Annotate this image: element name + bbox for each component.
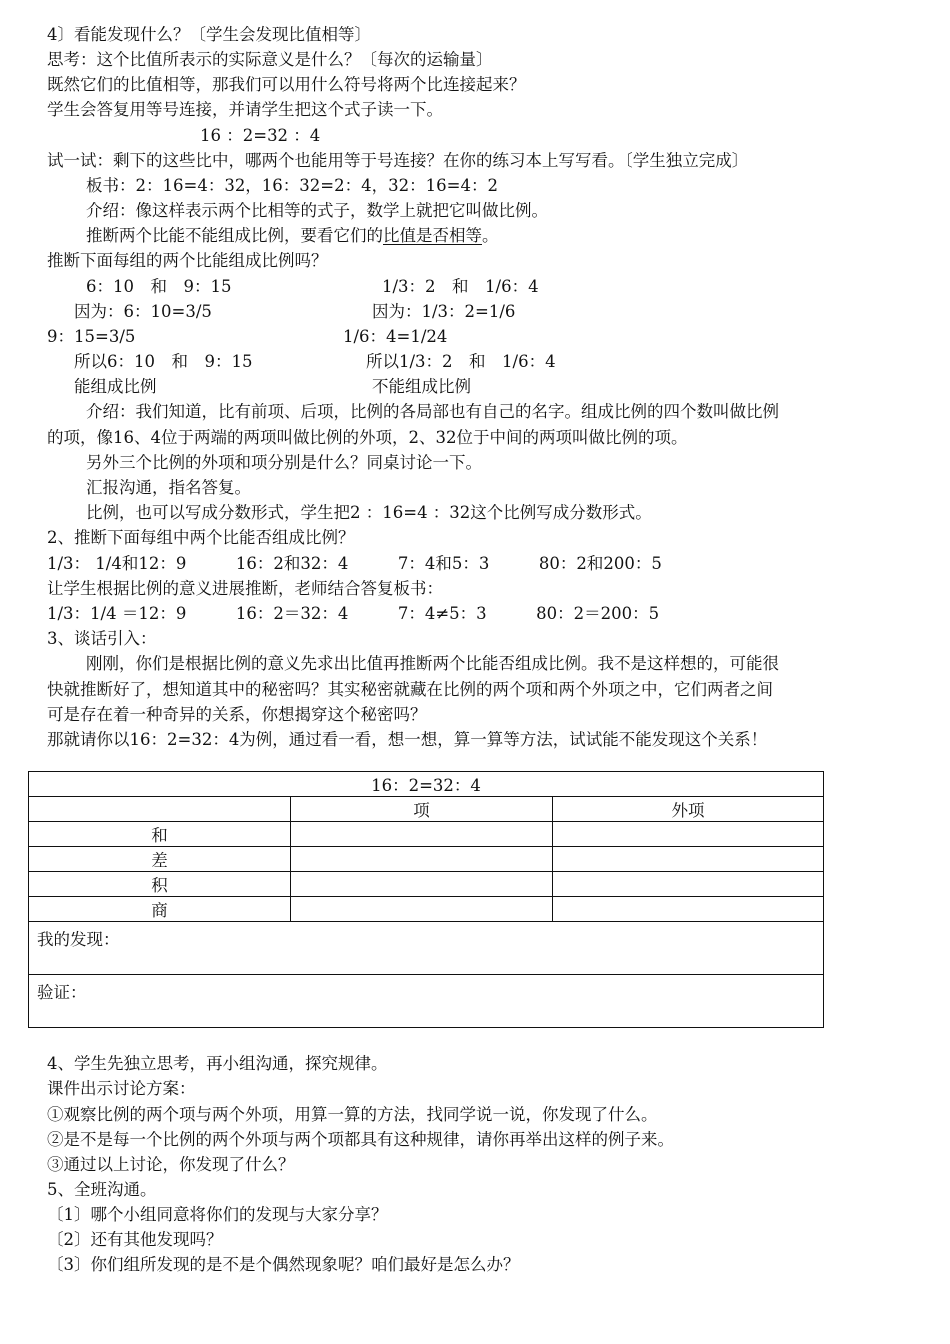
line-14-right: 所以1/3：2 和 1/6：4: [366, 352, 556, 371]
line-18: 另外三个比例的外项和项分别是什么？同桌讨论一下。: [86, 453, 482, 472]
after-line-1: 4、学生先独立思考，再小组沟通，探究规律。: [47, 1054, 388, 1073]
line-4: 学生会答复用等号连接，并请学生把这个式子读一下。: [47, 100, 443, 119]
line-25: 3、谈话引入：: [47, 629, 157, 648]
line-19: 汇报沟通，指名答复。: [86, 478, 251, 497]
finding-row: [29, 922, 824, 975]
line-13-left: 9：15=3/5: [47, 327, 136, 346]
cell-diff-outer[interactable]: [553, 847, 824, 872]
table-row: [29, 872, 824, 897]
cell-sum-inner[interactable]: [291, 822, 553, 847]
line-1: 4〕看能发现什么？〔学生会发现比值相等〕: [47, 25, 371, 44]
table-row: [29, 822, 824, 847]
line-11-right: 1/3：2 和 1/6：4: [382, 277, 539, 296]
table-title: 16：2=32：4: [29, 772, 824, 797]
line-10: 推断下面每组的两个比能组成比例吗？: [47, 251, 328, 270]
line-24: 1/3：1/4 ＝12：9 16：2＝32：4 7：4≠5：3 80：2＝200：5: [47, 604, 660, 623]
after-line-3: ①观察比例的两个项与两个外项，用算一算的方法，找同学说一说，你发现了什么。: [47, 1105, 658, 1124]
line-6: 试一试：剩下的这些比中，哪两个也能用等于号连接？在你的练习本上写写看。〔学生独立完成〕: [47, 151, 749, 170]
finding-label: 我的发现：: [37, 930, 120, 949]
line-9-end: 。: [482, 226, 499, 245]
table-header-row: [29, 797, 824, 822]
line-2: 思考：这个比值所表示的实际意义是什么？〔每次的运输量〕: [47, 50, 493, 69]
line-15-right: 不能组成比例: [372, 377, 471, 396]
verify-label: 验证：: [37, 983, 87, 1002]
line-8: 介绍：像这样表示两个比相等的式子，数学上就把它叫做比例。: [86, 201, 548, 220]
line-12-right: 因为：1/3：2=1/6: [372, 302, 516, 321]
cell-quotient-outer[interactable]: [553, 897, 824, 922]
line-13-right: 1/6：4=1/24: [343, 327, 448, 346]
row-label-product: 积: [29, 872, 291, 897]
line-29: 那就请你以16：2=32：4为例，通过看一看，想一想，算一算等方法，试试能不能发现这个关系！: [47, 730, 768, 749]
line-16: 介绍：我们知道，比有前项、后项，比例的各局部也有自己的名字。组成比例的四个数叫做比例: [86, 402, 779, 421]
table-title-row: [29, 772, 824, 797]
row-label-diff: 差: [29, 847, 291, 872]
line-28: 可是存在着一种奇异的关系，你想揭穿这个秘密吗？: [47, 705, 427, 724]
table-header-inner: 项: [291, 797, 553, 822]
line-26: 刚刚，你们是根据比例的意义先求出比值再推断两个比能否组成比例。我不是这样想的，可能很: [86, 654, 779, 673]
cell-product-outer[interactable]: [553, 872, 824, 897]
cell-sum-outer[interactable]: [553, 822, 824, 847]
after-line-2: 课件出示讨论方案：: [47, 1079, 196, 1098]
line-3: 既然它们的比值相等，那我们可以用什么符号将两个比连接起来？: [47, 75, 526, 94]
table-row: [29, 847, 824, 872]
underlined-text: 比值是否相等: [383, 226, 482, 245]
table-header-outer: 外项: [553, 797, 824, 822]
finding-cell[interactable]: [29, 922, 824, 975]
after-line-4: ②是不是每一个比例的两个外项与两个项都具有这种规律，请你再举出这样的例子来。: [47, 1130, 674, 1149]
line-17: 的项，像16、4位于两端的两项叫做比例的外项，2、32位于中间的两项叫做比例的项。: [47, 428, 688, 447]
line-22: 1/3： 1/4和12：9 16：2和32：4 7：4和5：3 80：2和200：5: [47, 554, 662, 573]
row-label-quotient: 商: [29, 897, 291, 922]
row-label-sum: 和: [29, 822, 291, 847]
verify-row: [29, 975, 824, 1028]
after-line-7: 〔1〕哪个小组同意将你们的发现与大家分享？: [47, 1205, 388, 1224]
line-23: 让学生根据比例的意义进展推断，老师结合答复板书：: [47, 579, 443, 598]
cell-diff-inner[interactable]: [291, 847, 553, 872]
after-line-5: ③通过以上讨论，你发现了什么？: [47, 1155, 295, 1174]
line-15-left: 能组成比例: [74, 377, 157, 396]
line-14-left: 所以6：10 和 9：15: [74, 352, 253, 371]
table-header-blank: [29, 797, 291, 822]
line-5-formula: 16 ：2=32 ：4: [200, 126, 321, 145]
line-27: 快就推断好了，想知道其中的秘密吗？其实秘密就藏在比例的两个项和两个外项之中，它们两者之间: [47, 680, 773, 699]
line-9-text: 推断两个比能不能组成比例，要看它们的: [86, 226, 383, 245]
after-line-9: 〔3〕你们组所发现的是不是个偶然现象呢？咱们最好是怎么办？: [47, 1255, 520, 1274]
cell-product-inner[interactable]: [291, 872, 553, 897]
after-line-6: 5、全班沟通。: [47, 1180, 157, 1199]
line-21: 2、推断下面每组中两个比能否组成比例？: [47, 528, 355, 547]
line-9: [86, 225, 499, 247]
line-7-board: 板书：2：16=4：32，16：32=2：4，32：16=4：2: [86, 176, 498, 195]
analysis-table: [28, 771, 824, 1028]
table-row: [29, 897, 824, 922]
line-12-left: 因为：6：10=3/5: [74, 302, 212, 321]
verify-cell[interactable]: [29, 975, 824, 1028]
after-line-8: 〔2〕还有其他发现吗？: [47, 1230, 223, 1249]
line-11-left: 6：10 和 9：15: [86, 277, 232, 296]
cell-quotient-inner[interactable]: [291, 897, 553, 922]
line-20: 比例，也可以写成分数形式，学生把2 ：16=4 ：32这个比例写成分数形式。: [86, 503, 652, 522]
